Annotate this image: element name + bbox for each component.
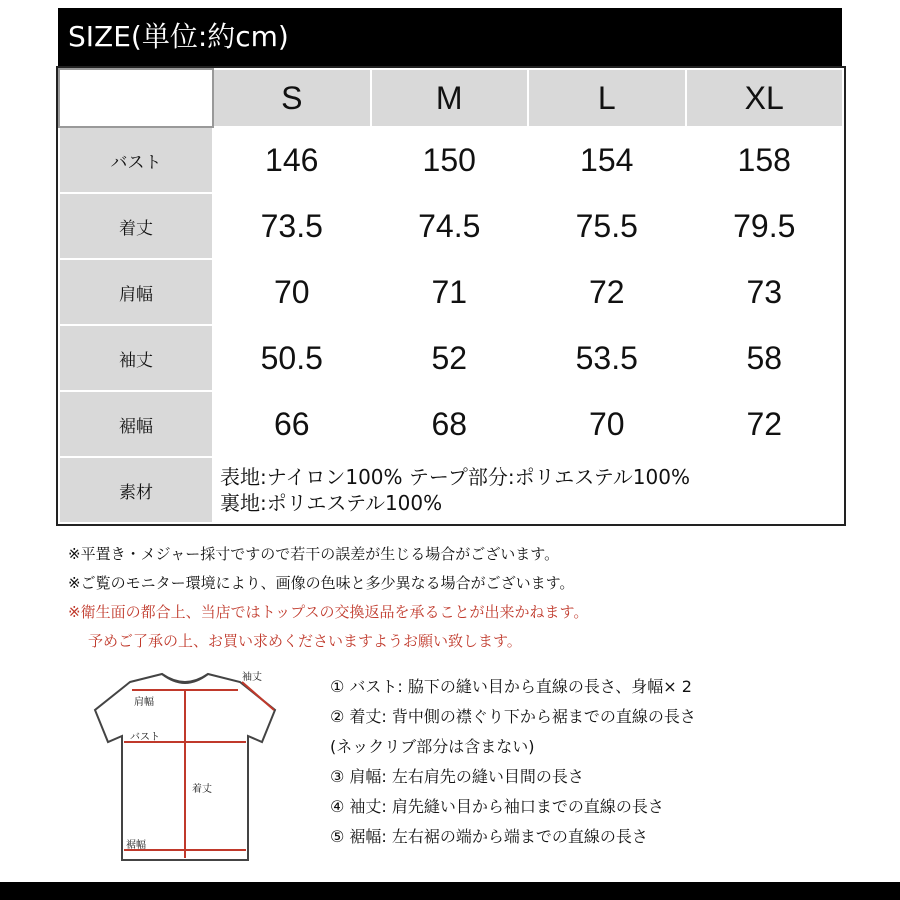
cell-bust-m: 150	[371, 127, 529, 193]
row-label-bust: バスト	[59, 127, 213, 193]
diagram-label-hem: 裾幅	[126, 840, 146, 851]
cell-length-s: 73.5	[213, 193, 371, 259]
cell-length-xl: 79.5	[686, 193, 844, 259]
row-label-shoulder: 肩幅	[59, 259, 213, 325]
definition-length: ② 着丈: 背中側の襟ぐり下から裾までの直線の長さ	[330, 707, 696, 726]
size-table	[58, 68, 844, 524]
cell-hem-s: 66	[213, 391, 371, 457]
cell-shoulder-m: 71	[371, 259, 529, 325]
notes-block	[68, 540, 848, 656]
table-row-bust	[59, 127, 843, 193]
material-cell	[213, 457, 843, 523]
cell-length-m: 74.5	[371, 193, 529, 259]
cell-shoulder-s: 70	[213, 259, 371, 325]
tshirt-outline-icon	[70, 660, 300, 870]
table-row-shoulder	[59, 259, 843, 325]
diagram-label-bust: バスト	[130, 732, 160, 743]
bottom-bar	[0, 882, 900, 900]
table-row-length	[59, 193, 843, 259]
cell-shoulder-l: 72	[528, 259, 686, 325]
table-row-hem	[59, 391, 843, 457]
cell-sleeve-l: 53.5	[528, 325, 686, 391]
material-line-1: 表地:ナイロン100% テープ部分:ポリエステル100%	[220, 465, 690, 489]
size-xl-header: XL	[686, 69, 844, 127]
note-acknowledge: 予めご了承の上、お買い求めくださいますようお願い致します。	[88, 632, 522, 650]
note-hygiene: ※衛生面の都合上、当店ではトップスの交換返品を承ることが出来かねます。	[68, 603, 589, 621]
definition-bust: ① バスト: 脇下の縫い目から直線の長さ、身幅× 2	[330, 677, 692, 696]
table-row-material	[59, 457, 843, 523]
cell-bust-s: 146	[213, 127, 371, 193]
tshirt-diagram	[70, 660, 300, 870]
definition-hem: ⑤ 裾幅: 左右裾の端から端までの直線の長さ	[330, 827, 648, 846]
row-label-material: 素材	[59, 457, 213, 523]
definition-length-note: (ネックリブ部分は含まない)	[330, 737, 535, 756]
size-header-row	[59, 69, 843, 127]
row-label-hem: 裾幅	[59, 391, 213, 457]
size-s-header: S	[213, 69, 371, 127]
cell-hem-l: 70	[528, 391, 686, 457]
cell-hem-xl: 72	[686, 391, 844, 457]
diagram-label-length: 着丈	[192, 784, 212, 795]
size-l-header: L	[528, 69, 686, 127]
diagram-label-shoulder: 肩幅	[134, 697, 154, 708]
note-measurement: ※平置き・メジャー採寸ですので若干の誤差が生じる場合がございます。	[68, 545, 560, 563]
size-header-title: SIZE(単位:約cm)	[68, 20, 289, 53]
cell-hem-m: 68	[371, 391, 529, 457]
definition-sleeve: ④ 袖丈: 肩先縫い目から袖口までの直線の長さ	[330, 797, 664, 816]
cell-bust-xl: 158	[686, 127, 844, 193]
material-line-2: 裏地:ポリエステル100%	[220, 491, 443, 515]
definition-shoulder: ③ 肩幅: 左右肩先の縫い目間の長さ	[330, 767, 584, 786]
cell-length-l: 75.5	[528, 193, 686, 259]
table-row-sleeve	[59, 325, 843, 391]
row-label-length: 着丈	[59, 193, 213, 259]
corner-cell	[59, 69, 213, 127]
cell-shoulder-xl: 73	[686, 259, 844, 325]
measurement-definitions	[330, 672, 850, 852]
cell-sleeve-m: 52	[371, 325, 529, 391]
cell-sleeve-s: 50.5	[213, 325, 371, 391]
note-monitor: ※ご覧のモニター環境により、画像の色味と多少異なる場合がございます。	[68, 574, 575, 592]
diagram-label-sleeve: 袖丈	[242, 672, 262, 683]
cell-bust-l: 154	[528, 127, 686, 193]
size-m-header: M	[371, 69, 529, 127]
size-header	[58, 8, 842, 66]
row-label-sleeve: 袖丈	[59, 325, 213, 391]
cell-sleeve-xl: 58	[686, 325, 844, 391]
